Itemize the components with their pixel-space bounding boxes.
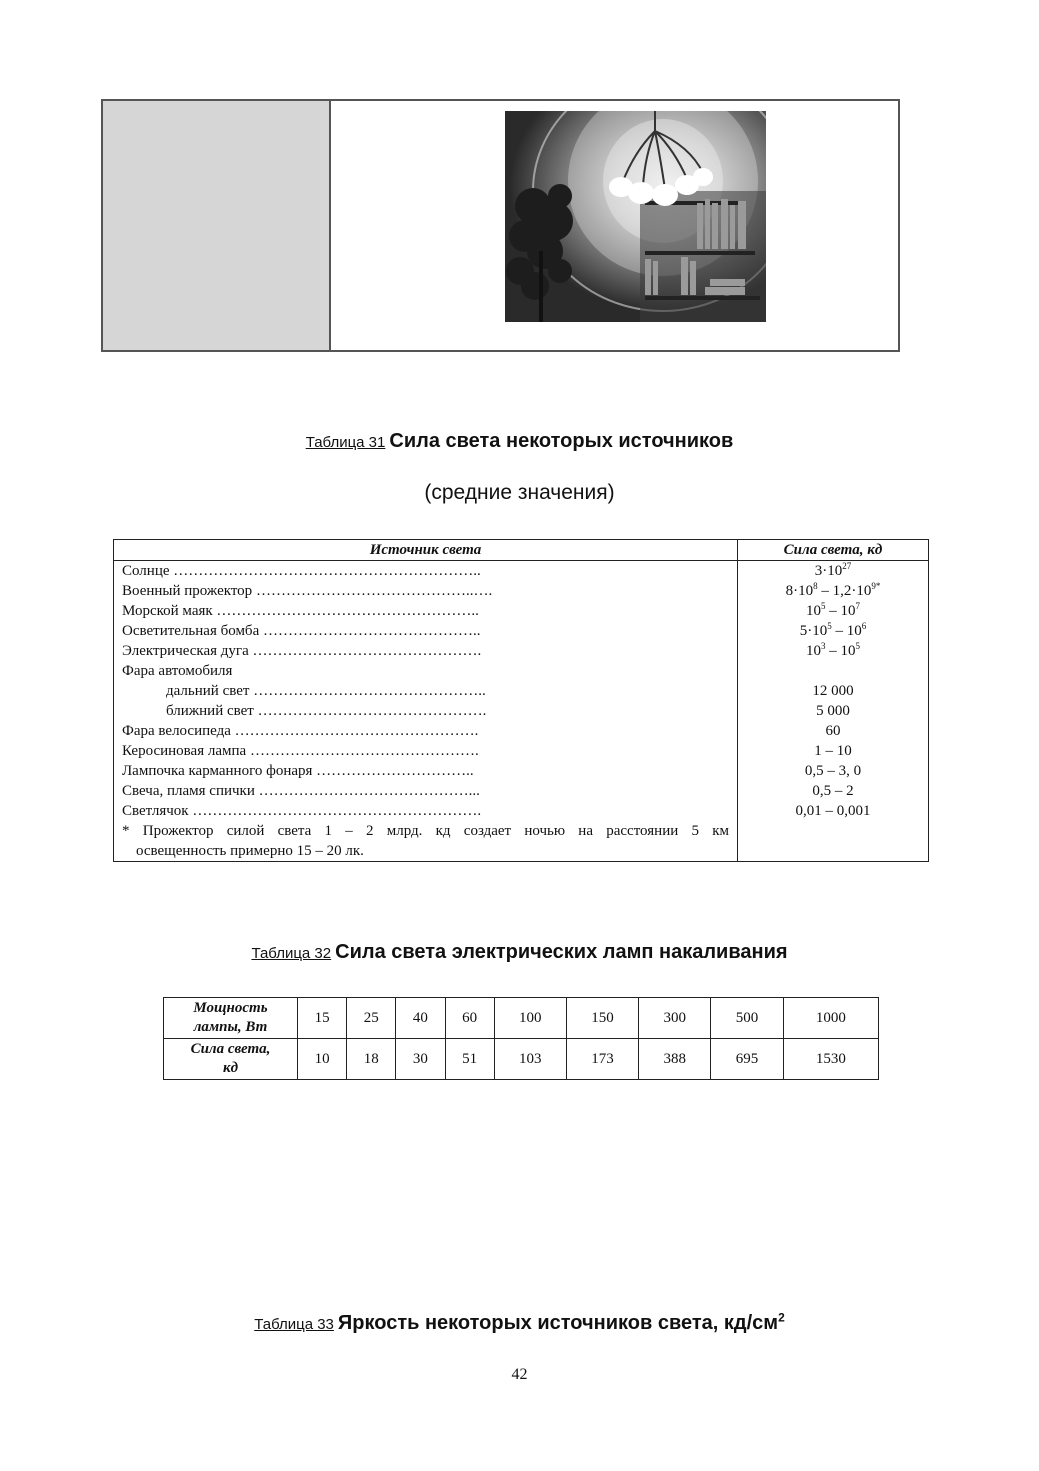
table-cell: 1000 (783, 998, 878, 1039)
column-header-intensity: Сила света, кд (738, 540, 929, 561)
intensity-value: 0,01 – 0,001 (795, 803, 871, 819)
table-row (122, 601, 729, 621)
table-cell: 60 (445, 998, 494, 1039)
table-cell: 30 (396, 1039, 445, 1080)
table-row (122, 701, 729, 721)
leader-dots: …………………………………………………. (192, 803, 482, 819)
chandelier-photo (505, 111, 766, 322)
table33-title: Яркость некоторых источников света, $кд/см^2$ (337, 1310, 785, 1334)
intensity-value: $5\cdot 10^5 - 10^6$ (799, 621, 867, 639)
leader-dots: ……………………………………..…. (255, 583, 493, 599)
table-cell: 25 (347, 998, 396, 1039)
table32-caption (0, 941, 1039, 964)
table-cell: 500 (711, 998, 783, 1039)
sources-column (114, 561, 738, 862)
row-header-power: Мощность лампы, Вт (164, 998, 298, 1039)
intensity-value: 1 – 10 (814, 743, 852, 759)
leader-dots: …………………………………………….. (216, 603, 479, 619)
leader-dots: ………………………………………. (249, 743, 479, 759)
source-name: дальний свет (166, 683, 250, 699)
leader-dots: ………………………….. (316, 763, 474, 779)
table-row (122, 641, 729, 661)
power-row (164, 998, 879, 1039)
leader-dots: …………………………………….. (262, 623, 481, 639)
table-cell: 100 (494, 998, 566, 1039)
table-row (122, 721, 729, 741)
intensity-value: $8\cdot 10^8 - 1,2\cdot 10^{9*}$ (785, 581, 881, 599)
leader-dots: ……………………………………... (258, 783, 480, 799)
table-cell: 18 (347, 1039, 396, 1080)
table-body-row (114, 561, 929, 862)
page-number: 42 (511, 1366, 528, 1383)
leader-dots: …………………………………………………….. (173, 563, 481, 579)
table-cell: 40 (396, 998, 445, 1039)
intensity-column (738, 561, 929, 862)
source-name: Свеча, пламя спички (122, 783, 255, 799)
leader-dots: ……………………………………….. (253, 683, 486, 699)
table-cell: 15 (298, 998, 347, 1039)
source-name: Осветительная бомба (122, 623, 260, 639)
leader-dots: ………………………………………. (257, 703, 487, 719)
source-name: ближний свет (166, 703, 254, 719)
table-row (122, 801, 729, 821)
row-header-intensity: Сила света, кд (164, 1039, 298, 1080)
table31-title: Сила света некоторых источников (389, 430, 734, 452)
table-cell: 388 (639, 1039, 711, 1080)
table-cell: 10 (298, 1039, 347, 1080)
intensity-value: 0,5 – 2 (812, 783, 854, 799)
table-row (122, 661, 729, 681)
intensity-value: 12 000 (812, 683, 854, 699)
source-name: Фара велосипеда (122, 723, 231, 739)
intensity-value (746, 661, 920, 681)
table31-subtitle: (средние значения) (424, 481, 615, 504)
light-sources-table (113, 539, 929, 862)
table-cell: 695 (711, 1039, 783, 1080)
intensity-row (164, 1039, 879, 1080)
source-name: Керосиновая лампа (122, 743, 247, 759)
table32-label: Таблица 32 (251, 945, 332, 962)
source-name: Солнце (122, 563, 170, 579)
table-row (122, 741, 729, 761)
figure-grey-panel (103, 101, 331, 350)
intensity-value: 0,5 – 3, 0 (804, 763, 862, 779)
leader-dots: …………………………………………. (234, 723, 479, 739)
source-name: Лампочка карманного фонаря (122, 763, 313, 779)
source-name: Светлячок (122, 803, 189, 819)
table-cell: 173 (566, 1039, 638, 1080)
source-name: Военный прожектор (122, 583, 253, 599)
table31-caption (0, 430, 1039, 453)
table-row (122, 781, 729, 801)
intensity-value: $10^3 - 10^5$ (806, 641, 860, 659)
table32-title: Сила света электрических ламп накаливания (335, 941, 788, 963)
table-row (122, 621, 729, 641)
intensity-value: 5 000 (816, 703, 850, 719)
footnote-line-2: освещенность примерно 15 – 20 лк. (136, 843, 364, 859)
column-header-source: Источник света (114, 540, 738, 561)
table-row (122, 561, 729, 581)
intensity-value: $10^5 - 10^7$ (806, 601, 860, 619)
source-name: Фара автомобиля (122, 663, 233, 679)
table-row (122, 581, 729, 601)
source-name: Морской маяк (122, 603, 213, 619)
table-cell: 1530 (783, 1039, 878, 1080)
intensity-value: $3\cdot 10^{27}$ (814, 561, 852, 579)
table-row (122, 761, 729, 781)
figure-frame (101, 99, 900, 352)
table-cell: 51 (445, 1039, 494, 1080)
table-cell: 300 (639, 998, 711, 1039)
intensity-value: 60 (825, 723, 841, 739)
table-row (122, 681, 729, 701)
table-cell: 103 (494, 1039, 566, 1080)
table-header-row (114, 540, 929, 561)
table-cell: 150 (566, 998, 638, 1039)
footnote-line-1: * Прожектор силой света 1 – 2 млрд. кд создает ночью на расстоянии 5 км (122, 823, 729, 839)
lamp-intensity-table (163, 997, 879, 1080)
table33-caption (0, 1312, 1039, 1335)
table33-label: Таблица 33 (254, 1316, 334, 1333)
table31-label: Таблица 31 (305, 434, 386, 451)
source-name: Электрическая дуга (122, 643, 249, 659)
leader-dots: ………………………………………. (252, 643, 482, 659)
figure-image-panel (331, 101, 898, 350)
